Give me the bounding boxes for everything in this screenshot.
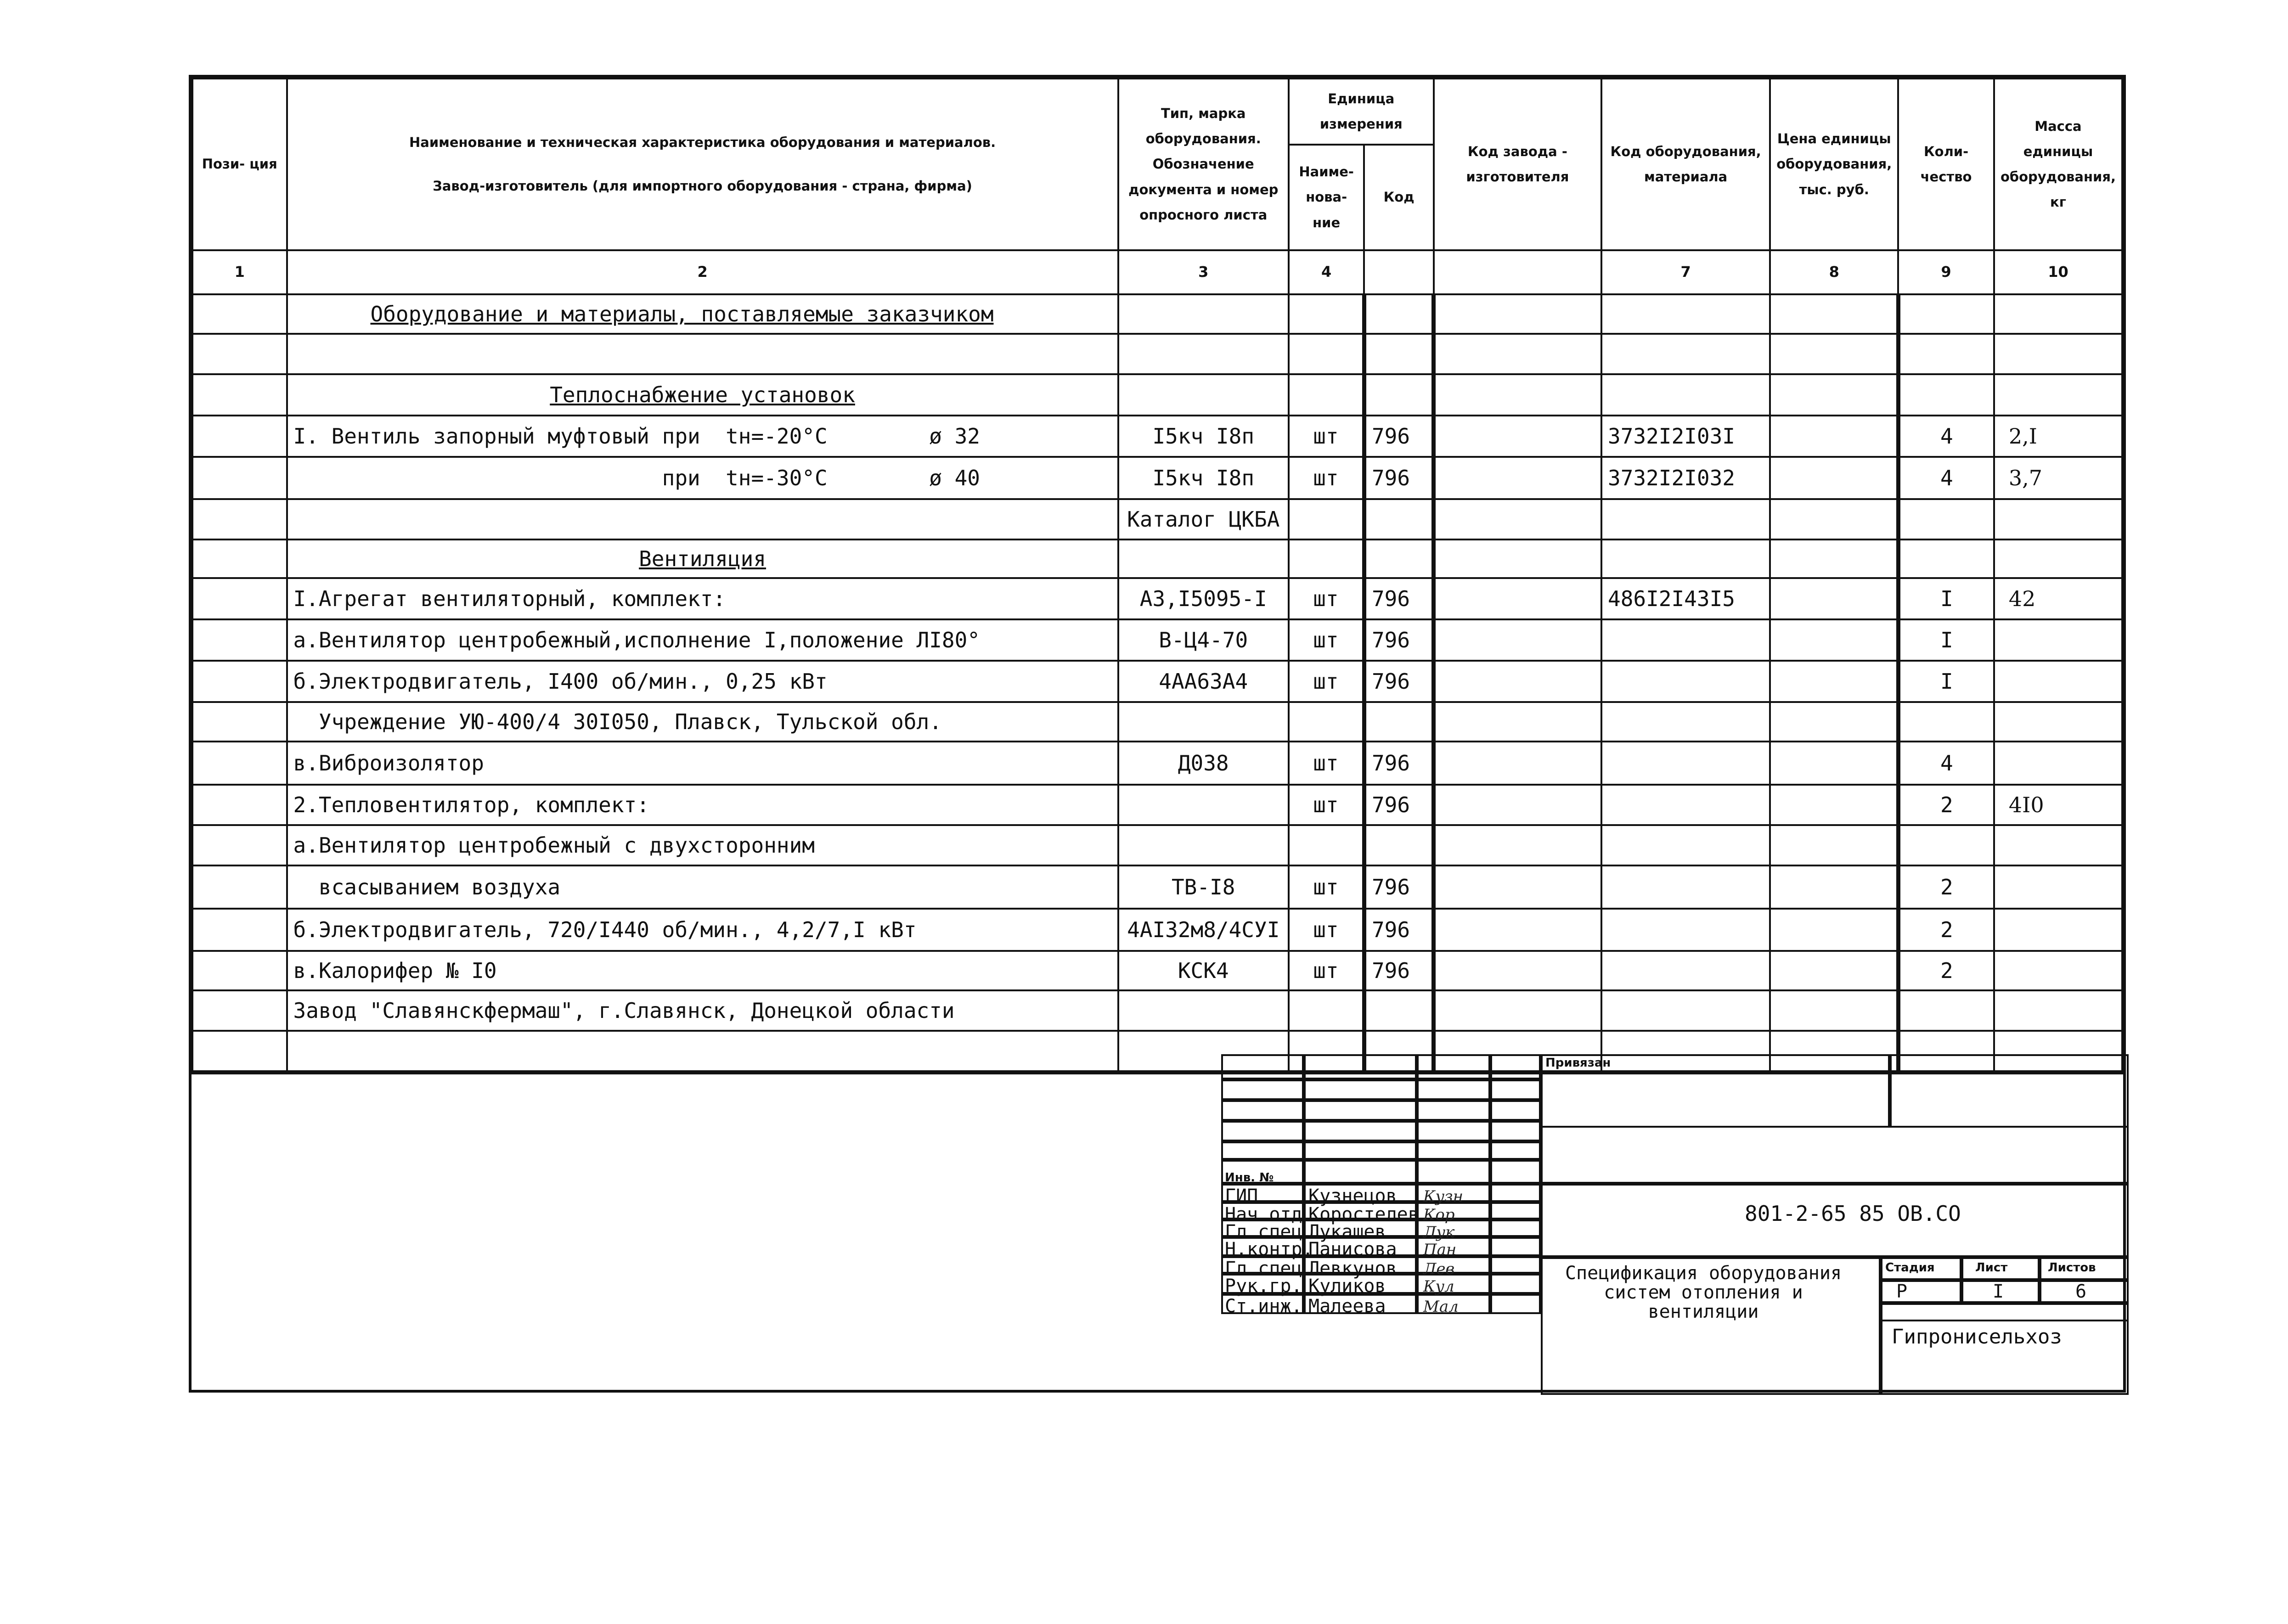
cell-qty <box>1898 702 1994 742</box>
cell-price <box>1770 702 1898 742</box>
cell-mass <box>1994 661 2122 702</box>
cell-equip-code <box>1601 951 1770 990</box>
col-number: 10 <box>1994 250 2122 294</box>
cell-price <box>1770 457 1898 499</box>
cell-unit <box>1289 702 1364 742</box>
stage-label: Стадия <box>1885 1261 1935 1275</box>
cell-factory-code <box>1434 702 1601 742</box>
col-number: 3 <box>1118 250 1289 294</box>
table-row <box>192 661 2122 702</box>
title-block <box>1221 1054 2129 1395</box>
stamp-grid-cell <box>1221 1100 1304 1121</box>
cell-mass <box>1994 990 2122 1031</box>
bound-label: Привязан <box>1545 1056 1611 1070</box>
signer-name: Куликов <box>1308 1276 1386 1297</box>
cell-factory-code <box>1434 865 1601 909</box>
cell-unit <box>1289 334 1364 374</box>
cell-unit <box>1289 294 1364 334</box>
table-row <box>192 990 2122 1031</box>
cell-equip-code <box>1601 334 1770 374</box>
signature: Мал <box>1423 1298 1459 1316</box>
drawing-sheet <box>189 75 2126 1393</box>
col-number: 2 <box>287 250 1118 294</box>
cell-equip-code <box>1601 742 1770 785</box>
cell-name: Оборудование и материалы, поставляемые заказчиком <box>287 294 1118 334</box>
signer-name: Панисова <box>1308 1239 1397 1260</box>
cell-type: А3,I5095-I <box>1118 578 1289 619</box>
col-number: 1 <box>192 250 287 294</box>
cell-mass <box>1994 909 2122 951</box>
cell-unit-code <box>1364 294 1433 334</box>
cell-unit-code <box>1364 499 1433 539</box>
cell-price <box>1770 661 1898 702</box>
cell-type: I5кч I8п <box>1118 457 1289 499</box>
cell-type: КСК4 <box>1118 951 1289 990</box>
cell-unit-code: 796 <box>1364 865 1433 909</box>
signer-name: Левкунов <box>1308 1258 1397 1279</box>
cell-equip-code <box>1601 990 1770 1031</box>
cell-price <box>1770 785 1898 825</box>
cell-mass <box>1994 865 2122 909</box>
sheets-label: Листов <box>2048 1261 2096 1275</box>
cell-name: Теплоснабжение установок <box>287 374 1118 416</box>
cell-type: Д038 <box>1118 742 1289 785</box>
sheet-value: I <box>1993 1281 2004 1302</box>
cell-equip-code <box>1601 619 1770 661</box>
cell-unit <box>1289 990 1364 1031</box>
cell-equip-code <box>1601 294 1770 334</box>
cell-name: I.Агрегат вентиляторный, комплект: <box>287 578 1118 619</box>
table-row <box>192 499 2122 539</box>
cell-equip-code <box>1601 909 1770 951</box>
stamp-grid-cell <box>1490 1184 1541 1202</box>
table-row <box>192 785 2122 825</box>
cell-mass <box>1994 702 2122 742</box>
cell-position <box>192 661 287 702</box>
stamp-grid-cell <box>1221 1141 1304 1160</box>
cell-factory-code <box>1434 785 1601 825</box>
signer-role: Ст.инж. <box>1225 1296 1302 1317</box>
signature: Кул <box>1423 1277 1454 1296</box>
cell-type <box>1118 334 1289 374</box>
cell-unit-code: 796 <box>1364 785 1433 825</box>
signer-role: ГИП <box>1225 1186 1258 1207</box>
cell-equip-code <box>1601 785 1770 825</box>
stamp-grid-cell <box>1417 1141 1490 1160</box>
cell-position <box>192 416 287 457</box>
org-cell <box>1881 1303 2129 1395</box>
cell-equip-code <box>1601 865 1770 909</box>
cell-type: ТВ-I8 <box>1118 865 1289 909</box>
cell-price <box>1770 294 1898 334</box>
signature: Пан <box>1423 1241 1457 1259</box>
cell-name: в.Виброизолятор <box>287 742 1118 785</box>
stamp-grid-cell <box>1490 1141 1541 1160</box>
cell-unit-code: 796 <box>1364 909 1433 951</box>
stamp-grid-cell <box>1490 1274 1541 1294</box>
header-type: Тип, марка оборудования. Обозначение документа и номер опросного листа <box>1118 79 1289 250</box>
cell-unit-code <box>1364 334 1433 374</box>
table-row <box>192 825 2122 865</box>
stamp-grid-cell <box>1490 1054 1541 1079</box>
stamp-grid-cell <box>1490 1100 1541 1121</box>
cell-qty: 2 <box>1898 865 1994 909</box>
cell-qty <box>1898 539 1994 578</box>
cell-qty: I <box>1898 578 1994 619</box>
cell-price <box>1770 951 1898 990</box>
cell-type: I5кч I8п <box>1118 416 1289 457</box>
cell-unit: шт <box>1289 742 1364 785</box>
stamp-grid-cell <box>1490 1256 1541 1274</box>
cell-factory-code <box>1434 294 1601 334</box>
cell-mass <box>1994 499 2122 539</box>
cell-unit-code: 796 <box>1364 742 1433 785</box>
signature: Кор <box>1423 1206 1455 1224</box>
table-row <box>192 702 2122 742</box>
cell-position <box>192 742 287 785</box>
cell-mass <box>1994 539 2122 578</box>
cell-price <box>1770 578 1898 619</box>
stamp-grid-cell <box>1417 1079 1490 1100</box>
cell-type <box>1118 539 1289 578</box>
cell-unit: шт <box>1289 619 1364 661</box>
cell-price <box>1770 374 1898 416</box>
cell-mass <box>1994 294 2122 334</box>
cell-equip-code <box>1601 499 1770 539</box>
cell-qty: 2 <box>1898 785 1994 825</box>
cell-unit: шт <box>1289 785 1364 825</box>
cell-position <box>192 1031 287 1073</box>
col-number <box>1434 250 1601 294</box>
cell-name: Завод "Славянскфермаш", г.Славянск, Донецкой области <box>287 990 1118 1031</box>
cell-qty <box>1898 334 1994 374</box>
cell-name: I. Вентиль запорный муфтовый при tн=-20°С ø 32 <box>287 416 1118 457</box>
header-factory-code: Код завода - изготовителя <box>1434 79 1601 250</box>
cell-position <box>192 825 287 865</box>
cell-type: В-Ц4-70 <box>1118 619 1289 661</box>
cell-position <box>192 951 287 990</box>
doc-code: 801-2-65 85 ОВ.СО <box>1745 1201 1961 1226</box>
cell-unit-code <box>1364 990 1433 1031</box>
cell-mass <box>1994 742 2122 785</box>
cell-factory-code <box>1434 374 1601 416</box>
cell-unit-code: 796 <box>1364 661 1433 702</box>
sheets-value: 6 <box>2075 1281 2087 1302</box>
cell-equip-code: 3732I2I032 <box>1601 457 1770 499</box>
cell-equip-code <box>1601 702 1770 742</box>
cell-unit-code: 796 <box>1364 416 1433 457</box>
table-row <box>192 416 2122 457</box>
cell-price <box>1770 334 1898 374</box>
cell-price <box>1770 416 1898 457</box>
cell-name: б.Электродвигатель, 720/I440 об/мин., 4,2/7,I кВт <box>287 909 1118 951</box>
table-row <box>192 865 2122 909</box>
header-name-line2: Завод-изготовитель (для импортного оборудования - страна, фирма) <box>433 178 972 194</box>
cell-mass: 42 <box>1994 578 2122 619</box>
stamp-grid-cell <box>1490 1294 1541 1314</box>
cell-factory-code <box>1434 499 1601 539</box>
stamp-grid-cell <box>1490 1079 1541 1100</box>
cell-unit-code <box>1364 702 1433 742</box>
stage-value: Р <box>1896 1281 1908 1302</box>
cell-position <box>192 785 287 825</box>
inv-number-label: Инв. № <box>1225 1171 1274 1185</box>
cell-name: всасыванием воздуха <box>287 865 1118 909</box>
signer-name: Малеева <box>1308 1296 1386 1317</box>
cell-type: Каталог ЦКБА <box>1118 499 1289 539</box>
cell-name <box>287 499 1118 539</box>
cell-factory-code <box>1434 990 1601 1031</box>
cell-unit-code: 796 <box>1364 578 1433 619</box>
cell-qty: 4 <box>1898 457 1994 499</box>
header-unit-group: Единица измерения <box>1289 79 1434 145</box>
cell-equip-code <box>1601 539 1770 578</box>
cell-unit: шт <box>1289 416 1364 457</box>
cell-qty <box>1898 499 1994 539</box>
stamp-grid-cell <box>1490 1219 1541 1237</box>
cell-price <box>1770 619 1898 661</box>
cell-factory-code <box>1434 539 1601 578</box>
table-row <box>192 334 2122 374</box>
cell-type <box>1118 702 1289 742</box>
cell-type <box>1118 785 1289 825</box>
table-row <box>192 578 2122 619</box>
col-number: 7 <box>1601 250 1770 294</box>
signature: Кузн <box>1423 1187 1463 1206</box>
stamp-grid-cell <box>1304 1160 1417 1184</box>
cell-mass <box>1994 619 2122 661</box>
cell-position <box>192 702 287 742</box>
header-price: Цена единицы оборудования, тыс. руб. <box>1770 79 1898 250</box>
cell-type <box>1118 825 1289 865</box>
cell-qty <box>1898 990 1994 1031</box>
col-number: 8 <box>1770 250 1898 294</box>
organization: Гипронисельхоз <box>1892 1325 2062 1349</box>
cell-qty: 2 <box>1898 909 1994 951</box>
cell-unit <box>1289 825 1364 865</box>
stamp-grid-cell <box>1417 1100 1490 1121</box>
cell-position <box>192 865 287 909</box>
cell-mass <box>1994 334 2122 374</box>
cell-mass <box>1994 951 2122 990</box>
header-name <box>287 79 1118 250</box>
cell-type <box>1118 294 1289 334</box>
table-row <box>192 909 2122 951</box>
signer-role: Н.контр. <box>1225 1239 1313 1260</box>
stamp-grid-cell <box>1304 1121 1417 1141</box>
cell-position <box>192 990 287 1031</box>
stamp-grid-cell <box>1417 1121 1490 1141</box>
signer-role: Нач.отд. <box>1225 1204 1313 1225</box>
header-unit-code: Код <box>1364 145 1433 250</box>
cell-unit: шт <box>1289 909 1364 951</box>
cell-unit-code: 796 <box>1364 457 1433 499</box>
cell-unit: шт <box>1289 865 1364 909</box>
cell-mass <box>1994 825 2122 865</box>
cell-price <box>1770 499 1898 539</box>
cell-mass: 2,I <box>1994 416 2122 457</box>
header-equip-code: Код оборудования, материала <box>1601 79 1770 250</box>
cell-type: 4АА63А4 <box>1118 661 1289 702</box>
cell-equip-code <box>1601 825 1770 865</box>
table-row <box>192 539 2122 578</box>
table-row <box>192 294 2122 334</box>
column-number-row <box>192 250 2122 294</box>
cell-type: 4АI32м8/4СУI <box>1118 909 1289 951</box>
cell-unit-code <box>1364 539 1433 578</box>
cell-position <box>192 909 287 951</box>
col-number: 4 <box>1289 250 1364 294</box>
cell-type <box>1118 374 1289 416</box>
signer-name: Кузнецов <box>1308 1186 1397 1207</box>
cell-factory-code <box>1434 619 1601 661</box>
cell-factory-code <box>1434 951 1601 990</box>
table-row <box>192 619 2122 661</box>
cell-position <box>192 578 287 619</box>
cell-equip-code: 486I2I43I5 <box>1601 578 1770 619</box>
stamp-grid-cell <box>1304 1054 1417 1079</box>
cell-factory-code <box>1434 416 1601 457</box>
signature: Лев <box>1423 1260 1455 1278</box>
header-qty: Коли-чество <box>1898 79 1994 250</box>
cell-qty: 4 <box>1898 416 1994 457</box>
stamp-grid-cell <box>1417 1054 1490 1079</box>
cell-unit <box>1289 499 1364 539</box>
cell-position <box>192 374 287 416</box>
cell-qty <box>1898 294 1994 334</box>
stamp-grid-cell <box>1490 1121 1541 1141</box>
cell-unit: шт <box>1289 951 1364 990</box>
header-position: Пози- ция <box>192 79 287 250</box>
cell-position <box>192 539 287 578</box>
stamp-grid-cell <box>1304 1100 1417 1121</box>
cell-name: а.Вентилятор центробежный,исполнение I,положение ЛI80° <box>287 619 1118 661</box>
cell-price <box>1770 909 1898 951</box>
cell-name: в.Калорифер № I0 <box>287 951 1118 990</box>
cell-qty: I <box>1898 661 1994 702</box>
specification-table <box>192 78 2123 1074</box>
stamp-grid-cell <box>1490 1237 1541 1256</box>
cell-factory-code <box>1434 661 1601 702</box>
cell-unit <box>1289 539 1364 578</box>
stamp-grid-cell <box>1221 1054 1304 1079</box>
cell-name: Вентиляция <box>287 539 1118 578</box>
header-mass: Масса единицы оборудования, кг <box>1994 79 2122 250</box>
cell-qty: 4 <box>1898 742 1994 785</box>
cell-factory-code <box>1434 457 1601 499</box>
cell-equip-code <box>1601 661 1770 702</box>
cell-unit: шт <box>1289 457 1364 499</box>
table-row <box>192 951 2122 990</box>
table-row <box>192 457 2122 499</box>
stamp-grid-cell <box>1304 1079 1417 1100</box>
signature: Лук <box>1423 1223 1455 1242</box>
table-row <box>192 374 2122 416</box>
cell-qty: I <box>1898 619 1994 661</box>
cell-name: б.Электродвигатель, I400 об/мин., 0,25 кВт <box>287 661 1118 702</box>
cell-unit-code: 796 <box>1364 951 1433 990</box>
cell-name <box>287 1031 1118 1073</box>
signer-name: Коростелев <box>1308 1204 1419 1225</box>
signer-role: Гл.спец. <box>1225 1221 1313 1242</box>
cell-price <box>1770 865 1898 909</box>
header-name-line1: Наименование и техническая характеристика оборудования и материалов. <box>409 134 996 150</box>
cell-factory-code <box>1434 742 1601 785</box>
cell-factory-code <box>1434 578 1601 619</box>
cell-unit-code <box>1364 374 1433 416</box>
cell-qty: 2 <box>1898 951 1994 990</box>
stamp-grid-cell <box>1490 1202 1541 1219</box>
cell-position <box>192 619 287 661</box>
signer-role: Гл.спец. <box>1225 1258 1313 1279</box>
col-number <box>1364 250 1433 294</box>
cell-position <box>192 334 287 374</box>
cell-price <box>1770 990 1898 1031</box>
cell-qty <box>1898 374 1994 416</box>
stamp-grid-cell <box>1304 1141 1417 1160</box>
cell-unit <box>1289 374 1364 416</box>
cell-name: Учреждение УЮ-400/4 30I050, Плавск, Тульской обл. <box>287 702 1118 742</box>
cell-type <box>1118 990 1289 1031</box>
cell-name: 2.Тепловентилятор, комплект: <box>287 785 1118 825</box>
cell-unit: шт <box>1289 578 1364 619</box>
cell-mass: 3,7 <box>1994 457 2122 499</box>
stamp-grid-cell <box>1221 1079 1304 1100</box>
signer-name: Лукашев <box>1308 1221 1386 1242</box>
cell-price <box>1770 539 1898 578</box>
stamp-grid-cell <box>1417 1160 1490 1184</box>
table-row <box>192 742 2122 785</box>
cell-name <box>287 334 1118 374</box>
cell-unit: шт <box>1289 661 1364 702</box>
signer-role: Рук.гр. <box>1225 1276 1302 1297</box>
cell-position <box>192 457 287 499</box>
cell-name: а.Вентилятор центробежный с двухсторонним <box>287 825 1118 865</box>
cell-factory-code <box>1434 825 1601 865</box>
cell-unit-code <box>1364 825 1433 865</box>
col-number: 9 <box>1898 250 1994 294</box>
sheet-label: Лист <box>1975 1261 2008 1275</box>
cell-unit-code: 796 <box>1364 619 1433 661</box>
stamp-grid-cell <box>1221 1121 1304 1141</box>
cell-equip-code <box>1601 374 1770 416</box>
cell-position <box>192 499 287 539</box>
cell-position <box>192 294 287 334</box>
cell-mass <box>1994 374 2122 416</box>
cell-qty <box>1898 825 1994 865</box>
cell-mass: 4I0 <box>1994 785 2122 825</box>
stamp-grid-cell <box>1490 1160 1541 1184</box>
cell-equip-code: 3732I2I03I <box>1601 416 1770 457</box>
bound-side-cell <box>1890 1054 2129 1128</box>
header-row <box>192 79 2122 145</box>
cell-factory-code <box>1434 334 1601 374</box>
stage-cell <box>1881 1280 1961 1303</box>
cell-name: при tн=-30°С ø 40 <box>287 457 1118 499</box>
cell-price <box>1770 742 1898 785</box>
header-unit-name: Наиме-нова-ние <box>1289 145 1364 250</box>
cell-factory-code <box>1434 909 1601 951</box>
cell-price <box>1770 825 1898 865</box>
doc-title: Спецификация оборудования систем отопления и вентиляции <box>1565 1263 1842 1322</box>
